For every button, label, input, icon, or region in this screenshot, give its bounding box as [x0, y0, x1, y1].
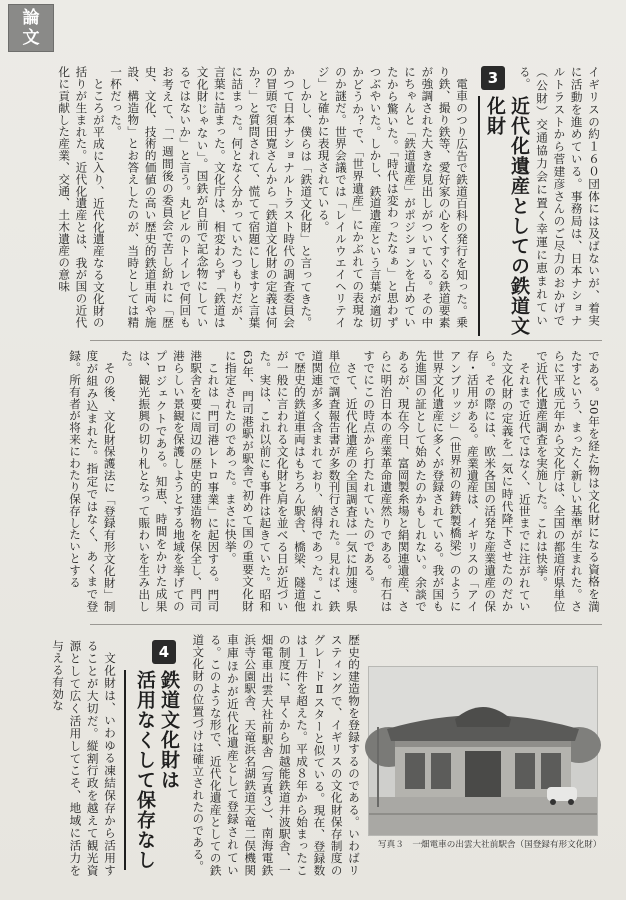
- station-building-illustration: [369, 667, 597, 835]
- paragraph: 電車のつり広告で鉄道百科の発行を知った。乗り鉄、撮り鉄等、愛好家の心をくすぐる鉄道要素が強調された大きな見出しがついている。その中にちゃんと「鉄道遺産」がポジションを占めていたから驚いた。「時代は変わったなぁ」と思わずつぶやいた。しかし、鉄道遺産という言葉が適切かどうか？で、「世界遺産」にかぶれての表現なのか謎だ。世界会議では「レイルウエイヘリテイジ」と確かに表現されている。: [316, 66, 469, 328]
- paragraph: である。50年を経た物は文化財になる資格を満たすという、まったく新しい基準が生まれた。さらに平成元年から文化庁は、全国の都道府県単位で近代化遺産調査を実施した。これは快挙。: [535, 350, 601, 612]
- section-number-badge: 4: [152, 640, 176, 664]
- band-divider: [90, 624, 602, 625]
- paragraph: ところが平成に入り、近代化遺産なる文化財の括りが生まれた。近代化遺産とは、我が国の近代化に貢献した産業、交通、土木遺産の意味: [57, 66, 106, 328]
- section-heading-line-1: 鉄道文化財は: [158, 670, 180, 790]
- paragraph: それまで近代ではなく、近世までに注がれていた文化財の定義を一気に時代降下させたのだから。その際には、欧米各国の活発な産業遺産の保存・活用がある。産業遺産は、イギリスの「アイアンブリッジ」（世界初の鋳鉄製橋梁）のように世界文化遺産に多くが登録されている。我が国も先進国の証として始めたのかもしれない。余談であるが、現在今日、富岡製糸場と絹関連遺産、さらに明治日本の産業革命遺産然りである。布石はすでにこの時点から打たれていたのである。: [362, 350, 532, 612]
- bottom-text-block: [191, 634, 362, 876]
- paragraph: しかし、僕らは「鉄道文化財」と言ってきた。かつて日本ナショナルトラスト時代の調査委員会の冒頭で須田寛さんから「鉄道文化財の定義は何か？」と質問されて、慌てて宿題にしますと言葉に詰まった。何となく分かっていたつもりだが、言葉に詰まった。文化庁は、相変わらず「鉄道は文化財じゃない」。国鉄が自前で記念物にしているではないか」と言う。丸ビルのトイレで何回もお考えて、「一週間後の委員会で苦し紛れに「歴史、文化、技術的価値の高い歴史的鉄道車両や施設、構造物」とお答えしたのが、当時としては精一杯だった。: [109, 66, 314, 328]
- bottom-left-text-block: [18, 640, 118, 876]
- paragraph: これは「門司港レトロ事業」に起因する。門司港駅舎を要に周辺の歴史的建造物を保全し、門司港らしい景観を保護しようとする地域を挙げてのプロジェクトである。知恵、時間をかけた成果は、観光振興の切り札となって賑わいを生み出した。: [119, 350, 221, 612]
- section-heading: [124, 670, 181, 870]
- band-divider: [90, 340, 602, 341]
- tag-char-2: 文: [22, 28, 40, 48]
- section-heading: 近代化遺産としての鉄道文化財: [478, 96, 531, 336]
- station-photo: [368, 666, 598, 836]
- section-heading-line-2: 活用なくして保存なし: [134, 670, 156, 870]
- paragraph: さて、近代化遺産の全国調査は一気に加速。県単位で調査報告書が多数刊行された。見れば、鉄道関連が多く含まれており、納得であった。これで歴史的鉄道車両はもちろん駅舎、橋梁、隧道他が一般に言われる文化財と肩を並べる日が近づいた。実は、これ以前にも事件は起きていた。昭和63年、門司港駅が駅舎で初めて国の重要文化財に指定されたのであった。まさに快挙。: [223, 350, 359, 612]
- top-left-text-block: [57, 66, 470, 328]
- tag-char-1: 論: [22, 8, 40, 28]
- section-number-badge: 3: [481, 66, 505, 90]
- paragraph: 文化財は、いわゆる凍結保存から活用することが大切だ。縦割行政を越えて観光資源として広く活用してこそ、地域に活力を与える有効な: [51, 640, 117, 876]
- article-category-tag: [8, 4, 54, 52]
- middle-text-block: [68, 350, 602, 612]
- paragraph: 歴史的建造物を登録するのである。いわばリスティングで、イギリスの文化財保存制度のグレードⅡスターと似ている。現在、登録数は１万件を超えた。平成８年から始まったこの制度に、早くから加越能鉄道井波駅舎、一畑電車出雲大社前駅舎（写真３）、南海電鉄浜寺公園駅舎、天竜浜名湖鉄道天竜二俣機関車庫ほかが近代化遺産として登録されている。このような形で、近代化遺産としての鉄道文化財の位置づけは確立されたのである。: [191, 634, 361, 876]
- photo-caption: 写真３ 一畑電車の出雲大社前駅舎（国登録有形文化財）: [378, 840, 602, 850]
- paragraph: イギリスの約１６０団体には及ばないが、着実に活動を進めている。事務局は、日本ナショナルトラストから菅建彦さんのご尽力のおかげで（公財）交通協力会に置く幸運に恵まれている。: [517, 66, 601, 326]
- paragraph: その後、文化財保護法に「登録有形文化財」制度が組み込まれた。指定ではなく、あくまで登録。所有者が将来にわたり保存したいとする: [68, 350, 117, 612]
